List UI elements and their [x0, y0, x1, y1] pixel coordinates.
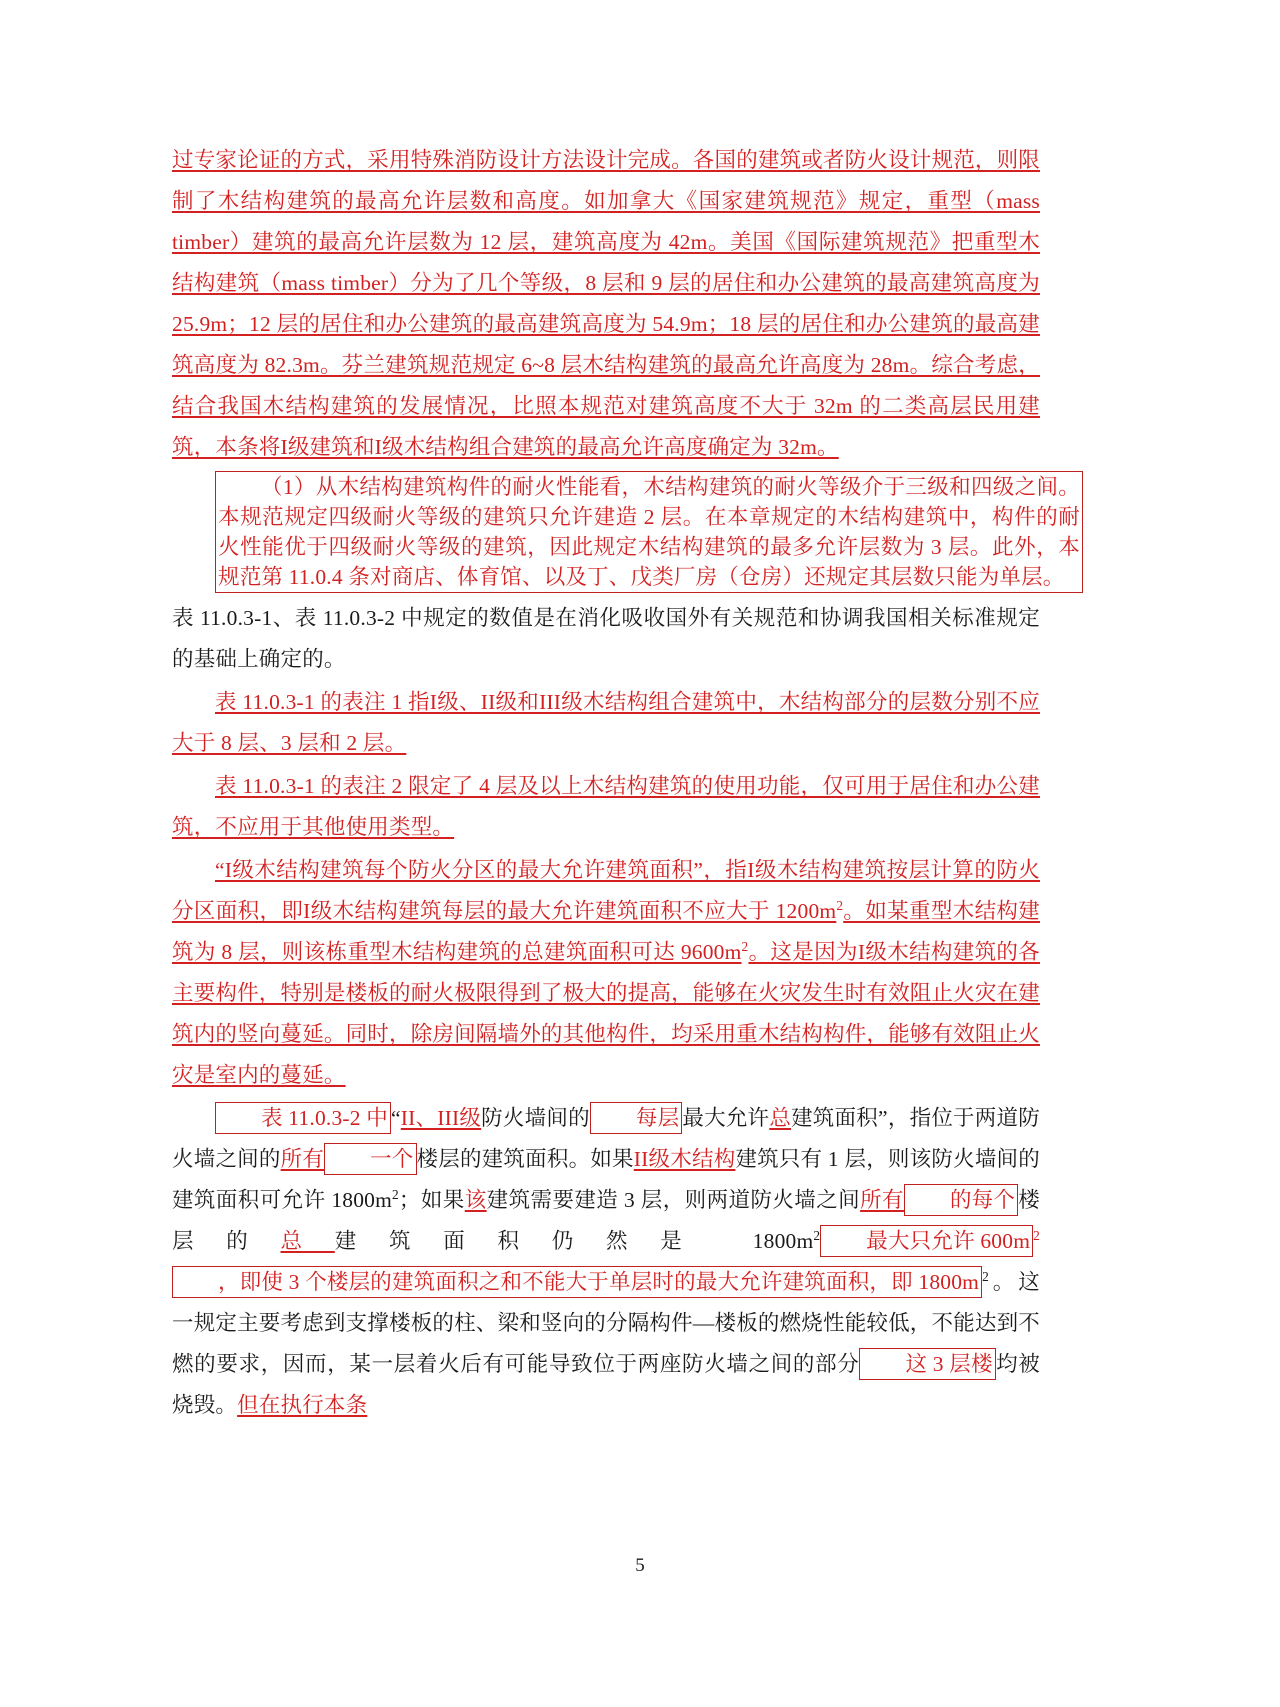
boxed-run-one: 一个 [324, 1143, 416, 1175]
page-number: 5 [635, 1555, 645, 1576]
revision-run-total2: 总 [280, 1229, 335, 1253]
revision-run-all: 所有 [280, 1147, 325, 1171]
body-run: 防火墙间的 [481, 1106, 590, 1130]
page-content [172, 140, 1080, 1428]
superscript-square: 2 [1033, 1227, 1041, 1243]
body-run: 建筑面积仍然是 1800m [334, 1229, 814, 1253]
boxed-run-three-floors: 这 3 层楼 [859, 1348, 995, 1380]
body-run: 楼层的建筑面积。如果 [416, 1147, 634, 1171]
boxed-run-per-floor: 每层 [590, 1102, 682, 1134]
revision-run-total: 总 [769, 1106, 792, 1130]
revision-text: 表 11.0.3-1 的表注 1 指I级、II级和III级木结构组合建筑中，木结构部分的层数分别不应大于 8 层、3 层和 2 层。 [172, 690, 1040, 755]
revision-text-part-1: “I级木结构建筑每个防火分区的最大允许建筑面积”，指I级木结构建筑按层计算的防火分区面积，即I级木结构建筑每层的最大允许建筑面积不应大于 1200m [172, 858, 1040, 923]
paragraph-revision-4 [172, 766, 1040, 848]
superscript-square: 2 [813, 1227, 821, 1243]
paragraph-mixed-6 [172, 1098, 1040, 1426]
boxed-insertion-text: （1）从木结构建筑构件的耐火性能看，木结构建筑的耐火等级介于三级和四级之间。本规范规定四级耐火等级的建筑只允许建造 2 层。在本章规定的木结构建筑中，构件的耐火性能优于四级耐火等级的建筑，因此规定木结构建筑的最多允许层数为 3 层。此外，本规范第 11.0.4 条对商店、体育馆、以及丁、戊类厂房（仓房）还规定其层数只能为单层。 [215, 471, 1083, 593]
body-run: ；如果 [398, 1188, 465, 1212]
boxed-run-sum-rule: ，即使 3 个楼层的建筑面积之和不能大于单层时的最大允许建筑面积，即 1800m [172, 1266, 982, 1298]
revision-run-tail: 但在执行本条 [237, 1393, 368, 1417]
revision-text: 过专家论证的方式，采用特殊消防设计方法设计完成。各国的建筑或者防火设计规范，则限制了木结构建筑的最高允许层数和高度。如加拿大《国家建筑规范》规定，重型（mass timber）建筑的最高允许层数为 12 层，建筑高度为 42m。美国《国际建筑规范》把重型木结构建筑（mass timber）分为了几个等级，8 层和 9 层的居住和办公建筑的最高建筑高度为 25.9m；12 层的居住和办公建筑的最高建筑高度为 54.9m；18 层的居住和办公建筑的最高建筑高度为 82.3m。芬兰建筑规范规定 6~8 层木结构建筑的最高允许高度为 28m。综合考虑，结合我国木结构建筑的发展情况，比照本规范对建筑高度不大于 32m 的二类高层民用建筑，本条将I级建筑和I级木结构组合建筑的最高允许高度确定为 32m。 [172, 148, 1041, 459]
revision-text-part-2: 。如某重型木结构建筑为 8 层，则该栋重型木结构建筑的总建筑面积可达 9600m [172, 899, 1041, 964]
body-run: 最大允许 [682, 1106, 770, 1130]
revision-run-that: 该 [464, 1188, 487, 1212]
revision-text: 表 11.0.3-1 的表注 2 限定了 4 层及以上木结构建筑的使用功能，仅可用于居住和办公建筑，不应用于其他使用类型。 [172, 774, 1040, 839]
trailing-body-text: 表 11.0.3-1、表 11.0.3-2 中规定的数值是在消化吸收国外有关规范和协调我国相关标准规定的基础上确定的。 [172, 606, 1040, 671]
revision-text-part-3: 。这是因为I级木结构建筑的各主要构件，特别是楼板的耐火极限得到了极大的提高，能够在火灾发生时有效阻止火灾在建筑内的竖向蔓延。同时，除房间隔墙外的其他构件，均采用重木结构构件，能够有效阻止火灾是室内的蔓延。 [172, 940, 1041, 1087]
superscript-square: 2 [392, 1186, 399, 1202]
boxed-run-max-600: 最大只允许 600m [820, 1225, 1033, 1257]
paragraph-revision-3 [172, 682, 1040, 764]
superscript-square: 2 [982, 1268, 989, 1284]
body-run: 建筑只有 1 层，则该防火墙间的建筑面积可允许 1800m [172, 1147, 1040, 1212]
body-run: 楼层的 [172, 1188, 1041, 1253]
body-run: 建筑需要建造 3 层，则两道防火墙之间 [486, 1188, 861, 1212]
revision-run-grade2: II级木结构 [633, 1147, 736, 1171]
body-run: 均被烧毁。 [172, 1352, 1040, 1417]
revision-run-all2: 所有 [860, 1188, 904, 1212]
body-run: 。这一规定主要考虑到支撑楼板的柱、梁和竖向的分隔构件—楼板的燃烧性能较低，不能达到不燃的要求，因而，某一层着火后有可能导致位于两座防火墙之间的部分 [172, 1270, 1041, 1376]
boxed-run-table-ref: 表 11.0.3-2 中 [215, 1102, 391, 1134]
body-run: “ [391, 1106, 401, 1130]
paragraph-revision-1 [172, 140, 1040, 468]
body-run: 建筑面积”，指位于两道防火墙之间的 [172, 1106, 1040, 1171]
superscript-square: 2 [836, 897, 844, 913]
superscript-square: 2 [741, 938, 749, 954]
boxed-run-each: 的每个 [904, 1184, 1018, 1216]
paragraph-revision-5 [172, 850, 1040, 1096]
paragraph-boxed-insert-2 [172, 470, 1080, 680]
revision-run-grade: II、III级 [400, 1106, 482, 1130]
